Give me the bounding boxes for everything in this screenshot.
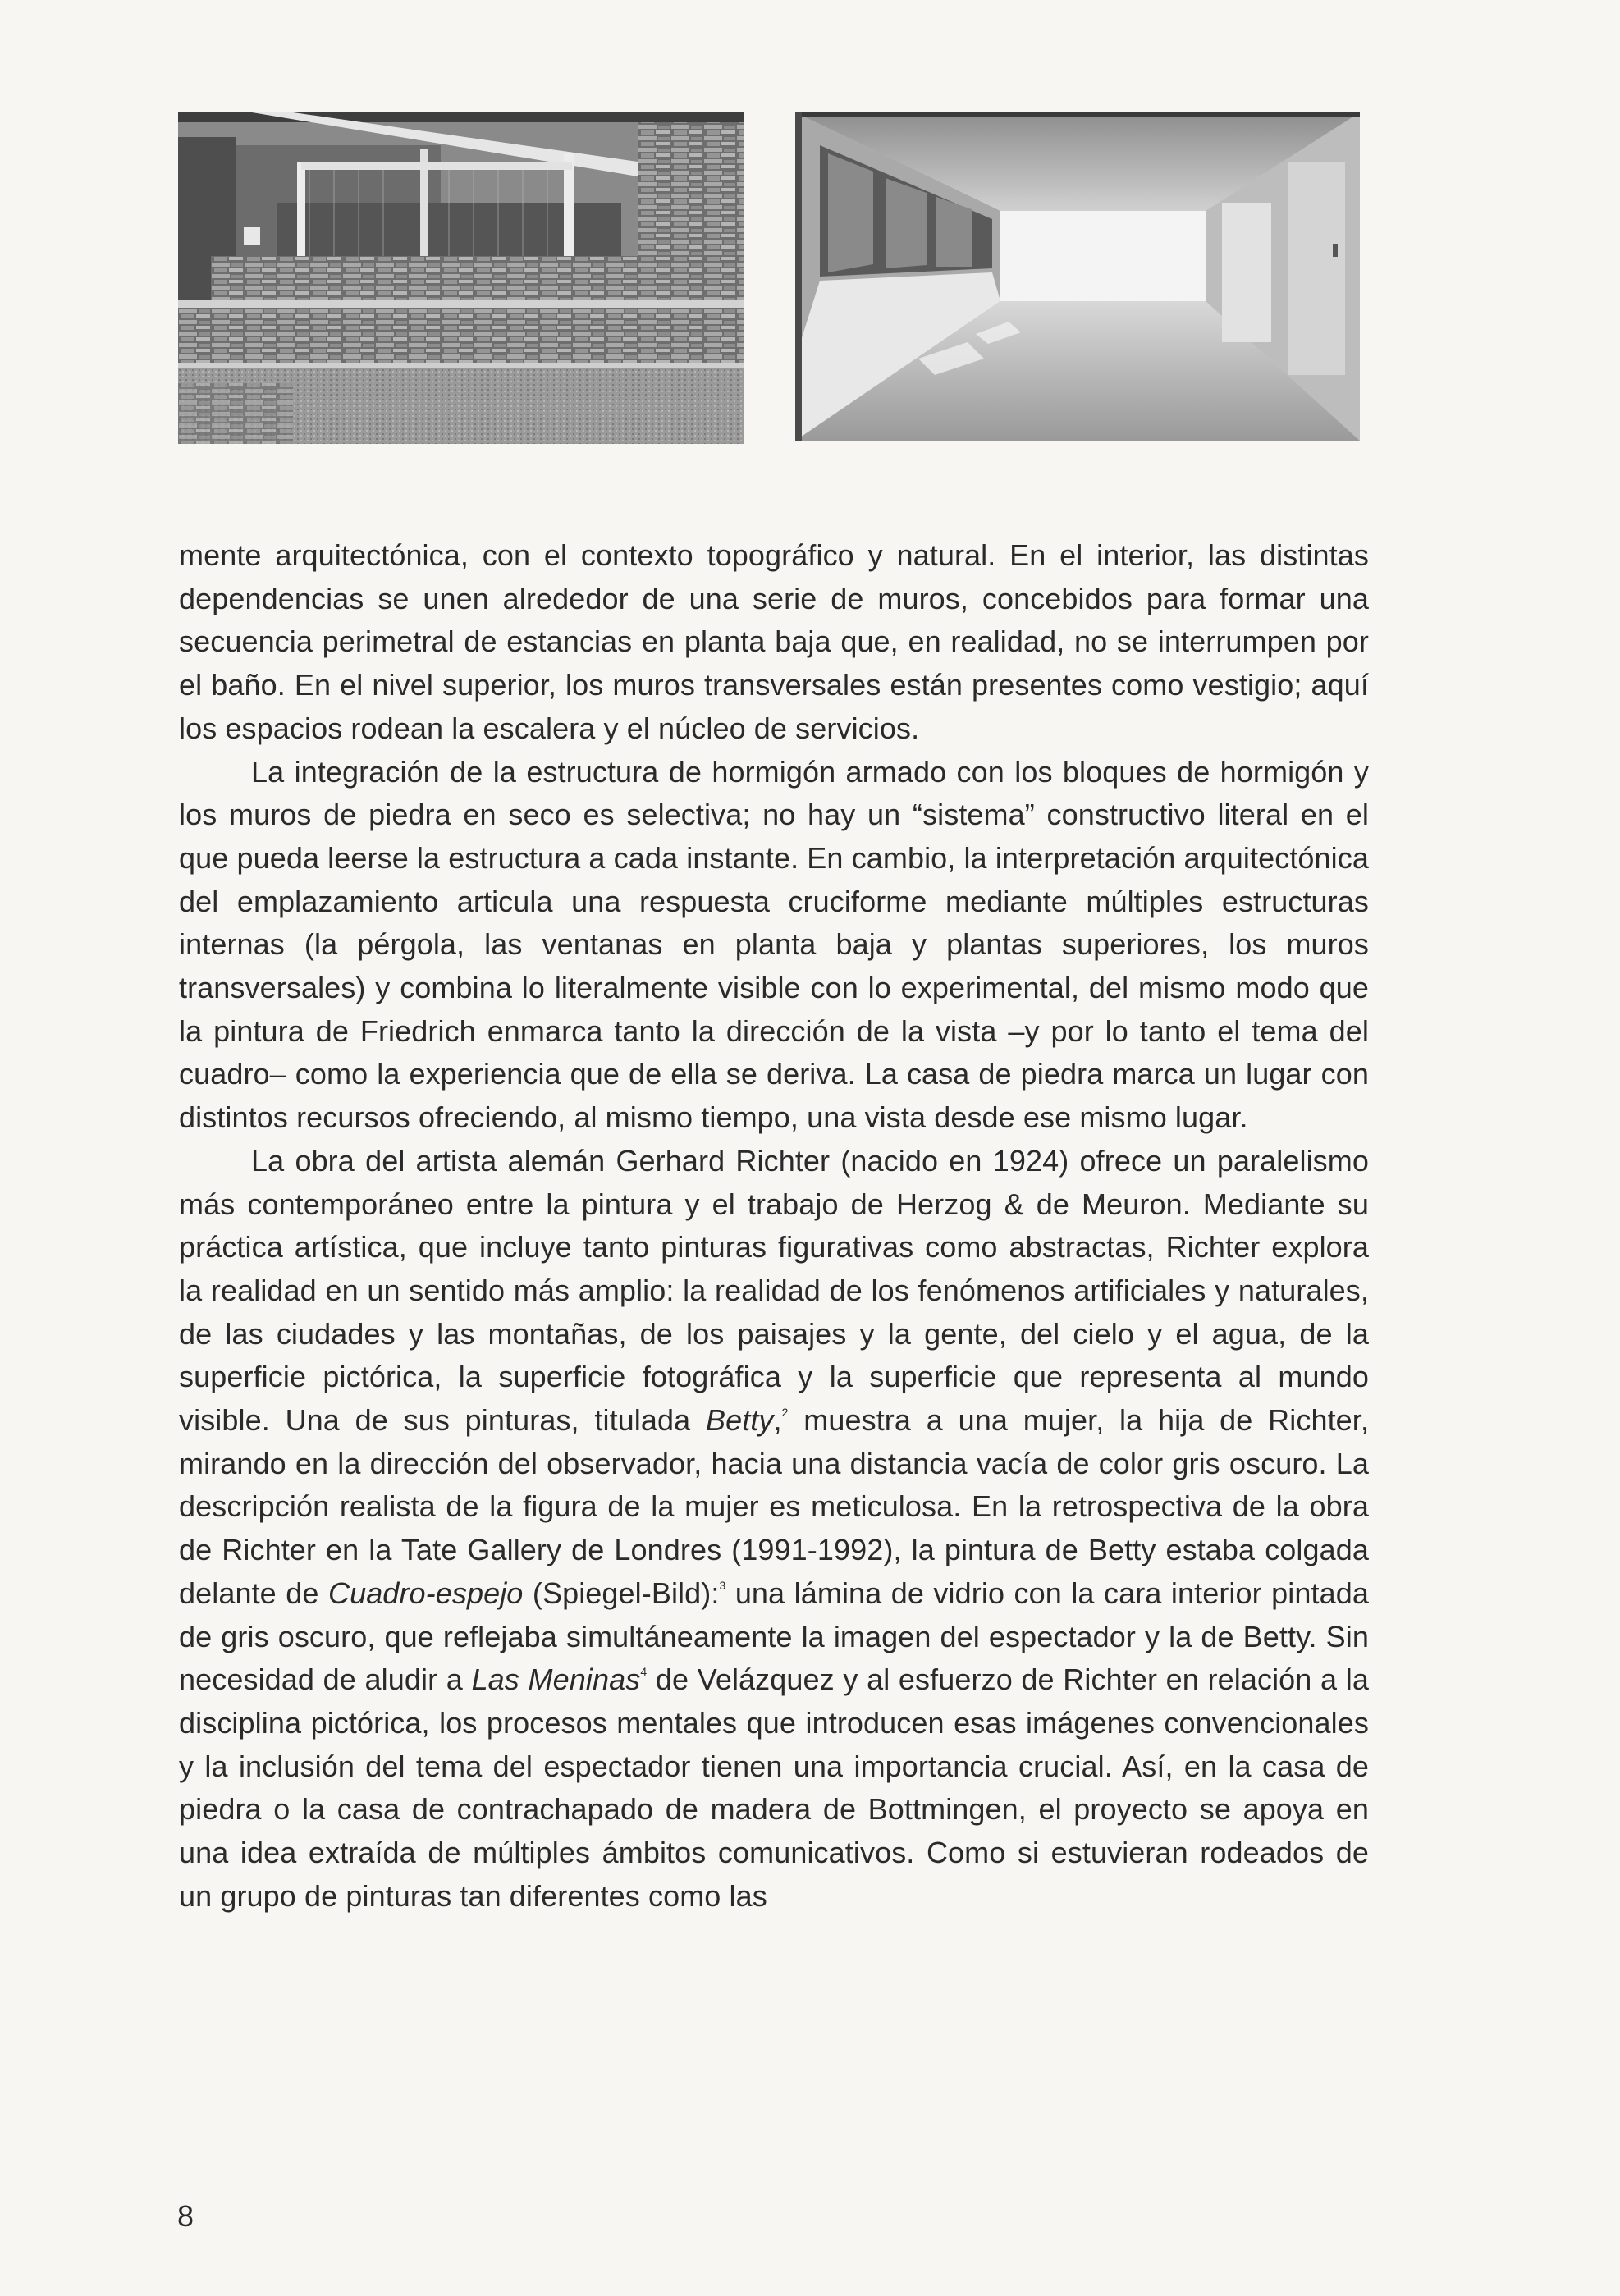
paragraph-3-part-b: muestra a una mujer, la hija de Richter, mirando en la dirección del observador, hacia una distancia vacía de color gris oscuro. La descripción realista de la figura de la mujer es meticulosa. En la retrospectiva de la obra de Richter en la Tate Gallery de Londres (1991-1992), la pintura de Betty estaba colgada delante de bbox=[179, 1403, 1369, 1610]
footnote-ref-2: 2 bbox=[781, 1406, 789, 1420]
stone-house-pergola-photo bbox=[178, 112, 744, 444]
paragraph-3-part-e: de Velázquez y al esfuerzo de Richter en relación a la disciplina pictórica, los procesos mentales que introducen esas imágenes convencionales y la inclusión del tema del espectador tienen una importancia crucial. Así, en la casa de piedra o la casa de contrachapado de madera de Bottmingen, el proyecto se apoya en una idea extraída de múltiples ámbitos comunicativos. Como si estuvieran rodeados de un grupo de pinturas tan diferentes como las bbox=[179, 1663, 1369, 1913]
painting-title-betty: Betty bbox=[706, 1403, 774, 1438]
painting-title-las-meninas: Las Meninas bbox=[471, 1663, 641, 1697]
body-text bbox=[179, 534, 1369, 1919]
paragraph-3-part-c: (Spiegel-Bild): bbox=[523, 1576, 720, 1610]
stone-house-interior-corridor-photo bbox=[795, 112, 1360, 441]
page-number: 8 bbox=[177, 2199, 194, 2233]
painting-title-cuadro-espejo: Cuadro-espejo bbox=[327, 1576, 524, 1610]
paragraph-2: La integración de la estructura de hormigón armado con los bloques de hormigón y los muros de piedra en seco es selectiva; no hay un “sistema” constructivo literal en el que pueda leerse la estructura a cada instante. En cambio, la interpretación arquitectónica del emplazamiento articula una respuesta cruciforme mediante múltiples estructuras internas (la pérgola, las ventanas en planta baja y plantas superiores, los muros transversales) y combina lo literalmente visible con lo experimental, del mismo modo que la pintura de Friedrich enmarca tanto la dirección de la vista –y por lo tanto el tema del cuadro– como la experiencia que de ella se deriva. La casa de piedra marca un lugar con distintos recursos ofreciendo, al mismo tiempo, una vista desde ese mismo lugar. bbox=[179, 754, 1369, 1135]
paragraph-3-part-a: La obra del artista alemán Gerhard Richter (nacido en 1924) ofrece un paralelismo más contemporáneo entre la pintura y el trabajo de Herzog & de Meuron. Mediante su práctica artística, que incluye tanto pinturas figurativas como abstractas, Richter explora la realidad en un sentido más amplio: la realidad de los fenómenos artificiales y naturales, de las ciudades y las montañas, de los paisajes y la gente, del cielo y el agua, de la superficie pictórica, la superficie fotográfica y la superficie que representa al mundo visible. Una de sus pinturas, titulada bbox=[179, 1143, 1369, 1438]
paragraph-3 bbox=[179, 1140, 1369, 1919]
paragraph-1: mente arquitectónica, con el contexto topográfico y natural. En el interior, las distintas dependencias se unen alrededor de una serie de muros, concebidos para formar una secuencia perimetral de estancias en planta baja que, en realidad, no se interrumpen por el baño. En el nivel superior, los muros transversales están presentes como vestigio; aquí los espacios rodean la escalera y el núcleo de servicios. bbox=[179, 538, 1369, 745]
paragraph-3-part-d: una lámina de vidrio con la cara interior pintada de gris oscuro, que reflejaba simultáneamente la imagen del espectador y la de Betty. Sin necesidad de aludir a bbox=[179, 1576, 1369, 1697]
comma: , bbox=[773, 1403, 782, 1438]
footnote-ref-4: 4 bbox=[640, 1665, 648, 1679]
footnote-ref-3: 3 bbox=[719, 1578, 726, 1592]
